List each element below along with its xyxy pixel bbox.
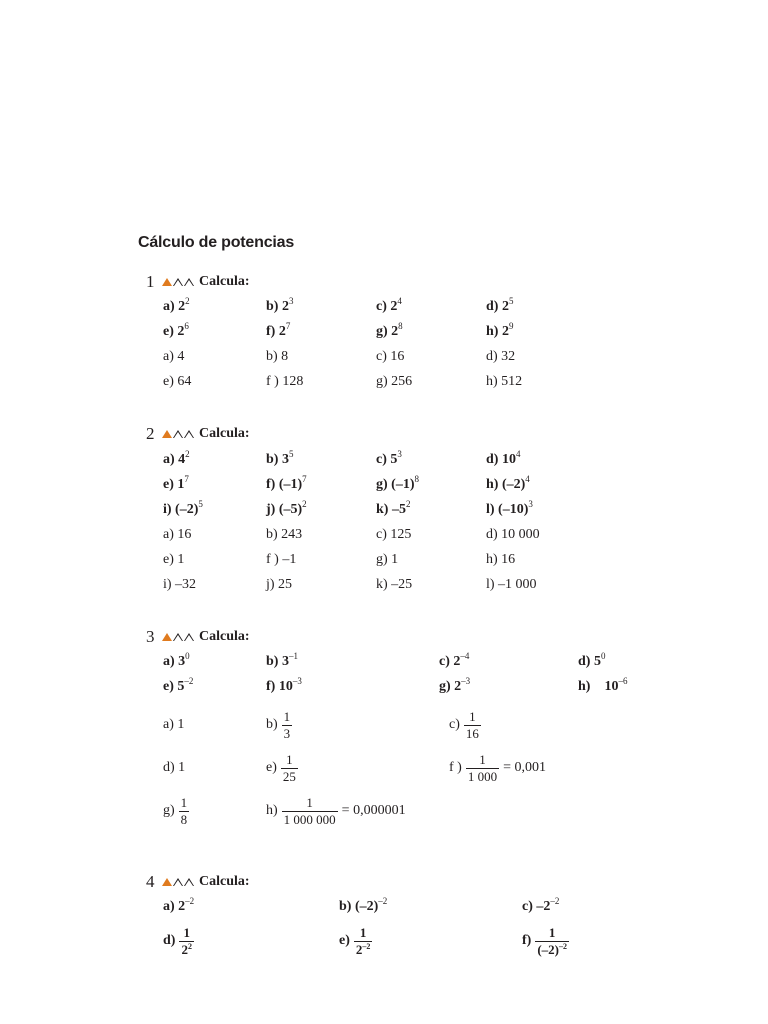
- answer: j) 25: [266, 577, 293, 592]
- answer: d) 1: [163, 760, 186, 775]
- answer: k) –25: [376, 577, 413, 592]
- exercise-item: k) $-5^2$: [376, 499, 411, 517]
- answer: f ) –1: [266, 552, 297, 567]
- answer: d) 32: [486, 349, 516, 364]
- exercise-item: a) $2^2$: [163, 296, 190, 314]
- difficulty-triangles-icon: [162, 878, 194, 886]
- question-number: 3: [146, 627, 155, 646]
- fraction: $\frac{1}{2^2}$: [181, 925, 192, 957]
- exercise-item: a) $3^0$: [163, 651, 190, 669]
- exercise-item: e) $5^{-2}$: [163, 676, 194, 694]
- question-number: 4: [146, 872, 155, 891]
- answer: g) 256: [376, 374, 413, 389]
- answer: h) 16: [486, 552, 516, 567]
- exercise-item: g) $(-1)^8$: [376, 474, 419, 492]
- question-number: 2: [146, 424, 155, 443]
- answer-fraction: e) $\frac{1}{25}$: [266, 752, 296, 784]
- answer: i) –32: [163, 577, 197, 592]
- exercise-item: g) $2^8$: [376, 321, 403, 339]
- fraction: $\frac{1}{1 000}$: [467, 752, 498, 784]
- exercise-item: c) $2^{-4}$: [439, 651, 470, 669]
- exercise-item: d) $5^0$: [578, 651, 606, 669]
- exercise-item: e) $2^6$: [163, 321, 189, 339]
- answer-fraction: f ) $\frac{1}{1 000}$ = 0,001: [449, 752, 546, 784]
- exercise-item: h) $10^{-6}$: [578, 676, 628, 694]
- fraction: $\frac{1}{1 000 000}$: [283, 795, 336, 827]
- exercise-item: i) $(-2)^5$: [163, 499, 203, 517]
- exercise-item: g) $2^{-3}$: [439, 676, 471, 694]
- answer-fraction: h) $\frac{1}{1 000 000}$ = 0,000001: [266, 795, 406, 827]
- question-3-header: [146, 627, 250, 647]
- exercise-item: b) $3^5$: [266, 449, 294, 467]
- question-instruction: Calcula:: [199, 629, 250, 644]
- answer: a) 1: [163, 717, 185, 732]
- exercise-item: f) $10^{-3}$: [266, 676, 302, 694]
- exercise-fraction: d) $\frac{1}{2^2}$: [163, 925, 192, 957]
- exercise-item: d) $2^5$: [486, 296, 514, 314]
- difficulty-triangles-icon: [162, 633, 194, 641]
- answer: f ) 128: [266, 374, 304, 389]
- question-4-header: [146, 872, 250, 892]
- fraction: $\frac{1}{(-2)^{-2}}$: [537, 925, 567, 957]
- answer: b) 243: [266, 527, 303, 542]
- section-title: Cálculo de potencias: [138, 234, 295, 251]
- answer: c) 125: [376, 527, 412, 542]
- exercise-item: l) $(-10)^3$: [486, 499, 533, 517]
- answer: e) 1: [163, 552, 185, 567]
- exercise-item: j) $(-5)^2$: [266, 499, 307, 517]
- answer: a) 4: [163, 349, 185, 364]
- exercise-item: h) $(-2)^4$: [486, 474, 530, 492]
- answer: e) 64: [163, 374, 192, 389]
- exercise-item: h) $2^9$: [486, 321, 514, 339]
- answer-fraction: b) $\frac{1}{3}$: [266, 709, 291, 741]
- answer: c) 16: [376, 349, 405, 364]
- fraction: $\frac{1}{2^{-2}}$: [355, 925, 371, 957]
- difficulty-triangles-icon: [162, 278, 194, 286]
- exercise-item: b) $3^{-1}$: [266, 651, 298, 669]
- exercise-item: a) $4^2$: [163, 449, 190, 467]
- answer: a) 16: [163, 527, 192, 542]
- exercise-item: d) $10^4$: [486, 449, 521, 467]
- fraction: $\frac{1}{3}$: [283, 709, 291, 741]
- exercise-fraction: e) $\frac{1}{2^{-2}}$: [339, 925, 371, 957]
- fraction: $\frac{1}{25}$: [282, 752, 296, 784]
- answer: g) 1: [376, 552, 399, 567]
- question-number: 1: [146, 272, 155, 291]
- question-instruction: Calcula:: [199, 874, 250, 889]
- question-1-header: [146, 272, 250, 292]
- exercise-item: e) $1^7$: [163, 474, 189, 492]
- exercise-item: f) $(-1)^7$: [266, 474, 307, 492]
- exercise-item: c) $-2^{-2}$: [522, 896, 560, 914]
- answer: b) 8: [266, 349, 289, 364]
- exercise-item: f) $2^7$: [266, 321, 291, 339]
- exercise-item: c) $5^3$: [376, 449, 402, 467]
- exercise-item: b) $2^3$: [266, 296, 294, 314]
- answer: d) 10 000: [486, 527, 540, 542]
- exercise-fraction: f) $\frac{1}{(-2)^{-2}}$: [522, 925, 567, 957]
- question-instruction: Calcula:: [199, 426, 250, 441]
- difficulty-triangles-icon: [162, 430, 194, 438]
- answer-fraction: c) $\frac{1}{16}$: [449, 709, 479, 741]
- fraction: $\frac{1}{8}$: [180, 795, 188, 827]
- answer: l) –1 000: [486, 577, 537, 592]
- question-instruction: Calcula:: [199, 274, 250, 289]
- exercise-item: c) $2^4$: [376, 296, 402, 314]
- answer: h) 512: [486, 374, 523, 389]
- exercise-item: b) $(-2)^{-2}$: [339, 896, 388, 914]
- question-2-header: [146, 424, 250, 444]
- fraction: $\frac{1}{16}$: [465, 709, 479, 741]
- answer-fraction: g) $\frac{1}{8}$: [163, 795, 188, 827]
- exercise-item: a) $2^{-2}$: [163, 896, 195, 914]
